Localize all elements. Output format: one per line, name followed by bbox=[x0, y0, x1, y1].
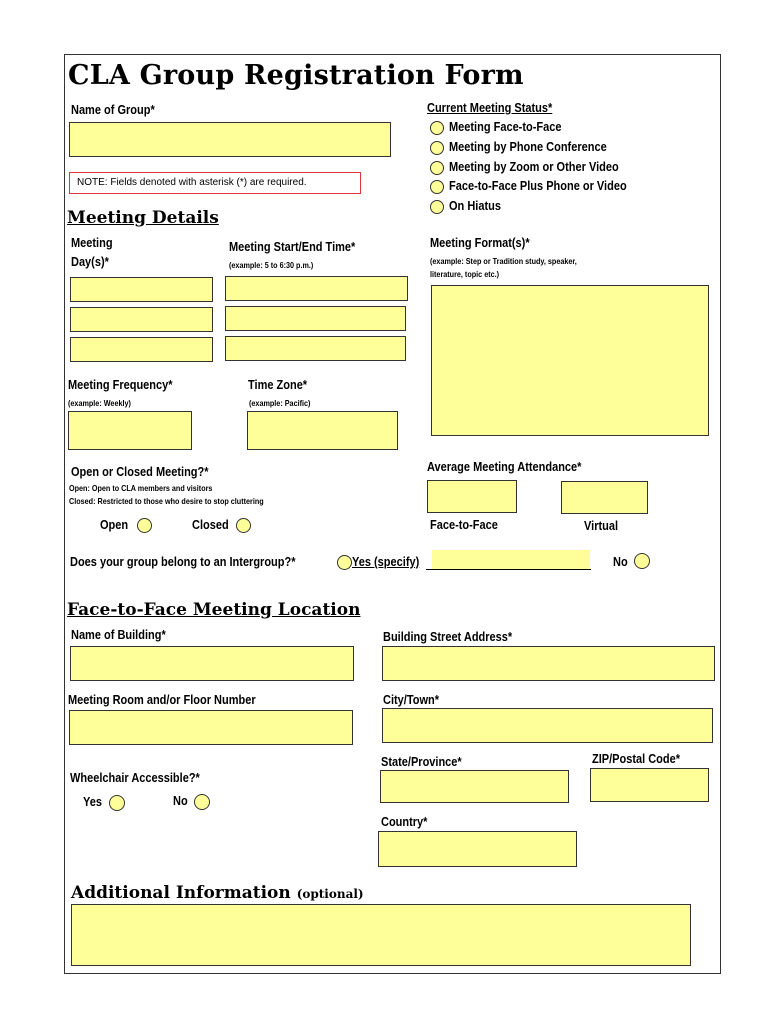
status-radio-phone[interactable] bbox=[430, 141, 444, 155]
open-radio[interactable] bbox=[137, 518, 152, 533]
meeting-frequency-label: Meeting Frequency* bbox=[68, 378, 173, 392]
meeting-frequency-input[interactable] bbox=[68, 411, 192, 450]
zip-label: ZIP/Postal Code* bbox=[592, 752, 681, 766]
intergroup-question: Does your group belong to an Intergroup?* bbox=[70, 555, 296, 569]
wheelchair-yes-label: Yes bbox=[83, 795, 102, 809]
meeting-format-example: literature, topic etc.) bbox=[430, 269, 500, 279]
meeting-day-input[interactable] bbox=[70, 277, 213, 302]
additional-info-title: Additional Information bbox=[71, 883, 291, 903]
meeting-time-input[interactable] bbox=[225, 336, 406, 361]
attendance-virtual-input[interactable] bbox=[561, 481, 648, 514]
meeting-time-example: (example: 5 to 6:30 p.m.) bbox=[229, 260, 314, 270]
closed-radio[interactable] bbox=[236, 518, 251, 533]
closed-description: Closed: Restricted to those who desire to stop cluttering bbox=[69, 496, 264, 506]
country-label: Country* bbox=[381, 815, 428, 829]
wheelchair-no-radio[interactable] bbox=[194, 794, 210, 810]
intergroup-yes-radio[interactable] bbox=[337, 555, 352, 570]
meeting-format-label: Meeting Format(s)* bbox=[430, 236, 530, 250]
meeting-room-label: Meeting Room and/or Floor Number bbox=[68, 693, 256, 707]
status-option-label: Meeting by Zoom or Other Video bbox=[449, 160, 619, 174]
additional-info-input[interactable] bbox=[71, 904, 691, 966]
status-radio-hiatus[interactable] bbox=[430, 200, 444, 214]
status-radio-zoom[interactable] bbox=[430, 161, 444, 175]
meeting-format-example: (example: Step or Tradition study, speaker, bbox=[430, 256, 577, 266]
required-note: NOTE: Fields denoted with asterisk (*) are required. bbox=[69, 172, 361, 194]
meeting-day-input[interactable] bbox=[70, 337, 213, 362]
meeting-time-input[interactable] bbox=[225, 276, 408, 301]
name-of-group-input[interactable] bbox=[69, 122, 391, 157]
attendance-label: Average Meeting Attendance* bbox=[427, 460, 582, 474]
attendance-f2f-input[interactable] bbox=[427, 480, 517, 513]
street-address-label: Building Street Address* bbox=[383, 630, 513, 644]
meeting-details-heading: Meeting Details bbox=[67, 208, 219, 228]
street-address-input[interactable] bbox=[382, 646, 715, 681]
open-option-label: Open bbox=[100, 518, 129, 532]
name-of-group-label: Name of Group* bbox=[71, 103, 155, 117]
status-radio-face-to-face[interactable] bbox=[430, 121, 444, 135]
meeting-format-input[interactable] bbox=[431, 285, 709, 436]
open-closed-label: Open or Closed Meeting?* bbox=[71, 465, 209, 479]
open-description: Open: Open to CLA members and visitors bbox=[69, 483, 213, 493]
wheelchair-yes-radio[interactable] bbox=[109, 795, 125, 811]
zip-input[interactable] bbox=[590, 768, 709, 802]
meeting-day-input[interactable] bbox=[70, 307, 213, 332]
meeting-days-label: Meeting bbox=[71, 236, 113, 250]
form-title: CLA Group Registration Form bbox=[68, 60, 524, 91]
state-input[interactable] bbox=[380, 770, 569, 803]
meeting-status-label: Current Meeting Status* bbox=[427, 101, 553, 115]
wheelchair-no-label: No bbox=[173, 794, 188, 808]
status-option-label: Meeting Face-to-Face bbox=[449, 120, 562, 134]
additional-info-heading bbox=[71, 883, 364, 903]
intergroup-no-radio[interactable] bbox=[634, 553, 650, 569]
status-option-label: On Hiatus bbox=[449, 199, 501, 213]
status-option-label: Meeting by Phone Conference bbox=[449, 140, 607, 154]
time-zone-input[interactable] bbox=[247, 411, 398, 450]
location-heading: Face-to-Face Meeting Location bbox=[67, 600, 361, 620]
meeting-days-label: Day(s)* bbox=[71, 255, 109, 269]
attendance-virtual-label: Virtual bbox=[584, 519, 619, 533]
city-input[interactable] bbox=[382, 708, 713, 743]
building-name-label: Name of Building* bbox=[71, 628, 166, 642]
intergroup-yes-label: Yes (specify) bbox=[352, 555, 420, 569]
meeting-time-input[interactable] bbox=[225, 306, 406, 331]
time-zone-example: (example: Pacific) bbox=[249, 398, 311, 408]
status-radio-hybrid[interactable] bbox=[430, 180, 444, 194]
state-label: State/Province* bbox=[381, 755, 462, 769]
intergroup-no-label: No bbox=[613, 555, 628, 569]
building-name-input[interactable] bbox=[70, 646, 354, 681]
meeting-room-input[interactable] bbox=[69, 710, 353, 745]
time-zone-label: Time Zone* bbox=[248, 378, 308, 392]
meeting-time-label: Meeting Start/End Time* bbox=[229, 240, 356, 254]
additional-info-optional: (optional) bbox=[296, 887, 364, 901]
country-input[interactable] bbox=[378, 831, 577, 867]
wheelchair-label: Wheelchair Accessible?* bbox=[70, 771, 200, 785]
closed-option-label: Closed bbox=[192, 518, 229, 532]
city-label: City/Town* bbox=[383, 693, 440, 707]
intergroup-specify-underline bbox=[426, 569, 591, 570]
intergroup-specify-input[interactable] bbox=[432, 550, 590, 570]
attendance-f2f-label: Face-to-Face bbox=[430, 518, 498, 532]
meeting-frequency-example: (example: Weekly) bbox=[68, 398, 131, 408]
status-option-label: Face-to-Face Plus Phone or Video bbox=[449, 179, 627, 193]
